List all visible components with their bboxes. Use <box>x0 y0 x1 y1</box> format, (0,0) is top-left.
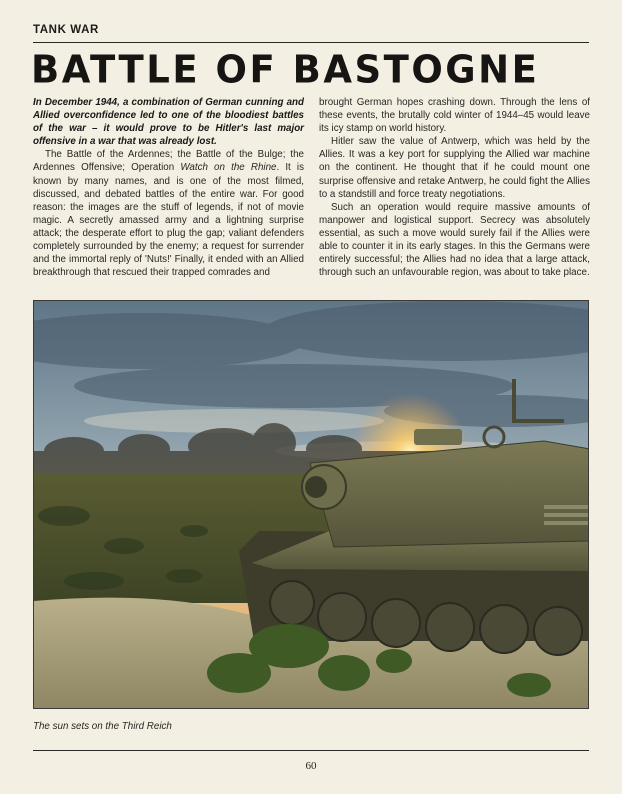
column-left <box>33 96 304 279</box>
lead-paragraph: In December 1944, a combination of German cunning and Allied overconfidence led to one of the bloodiest battles of the war – it would prove to be Hitler's last major offensive in a war that was already lost. <box>33 97 304 148</box>
photo-caption: The sun sets on the Third Reich <box>33 721 172 732</box>
header-rule <box>33 42 589 43</box>
body-paragraph-2: Hitler saw the value of Antwerp, which was held by the Allies. It was a key port for supplying the Allied war machine on the continent. He thought that if he could mount one surprise offensive and retake Antwerp, he could fight the Allies to a standstill and force treaty negotiations. <box>319 136 590 200</box>
body-paragraph-1-start: The Battle of the Ardennes; the Battle of the Bulge; the Ardennes Offensive; Operation <box>33 149 304 174</box>
body-paragraph-3: Such an operation would require massive amounts of manpower and logistical support. Secrecy was absolutely essential, as such a move would surely fail if the Allies were able to counter it in its early stages. In this the Germans were entirely successful; the Allies had no idea that a large attack, through such an unfavourable region, was about to take place. <box>319 201 590 279</box>
body-paragraph-1 <box>33 148 304 279</box>
photo-illustration <box>34 301 589 709</box>
section-label: TANK WAR <box>33 24 99 36</box>
column-right <box>319 96 590 279</box>
body-paragraph-1-end: . It is known by many names, and is one of the most filmed, discussed, and debated battles of the entire war. For good reason: the images are the stuff of legends, if not of movie magic. A secretly amassed army and a lightning surprise attack; the desperate effort to plug the gap; valiant defenders completely surrounded by the enemy; a request for surrender and the immortal reply of 'Nuts!' Finally, it ended with an Allied breakthrough that rescued their trapped comrades and <box>33 162 304 279</box>
article-body <box>33 96 590 279</box>
page-title: BATTLE OF BASTOGNE <box>31 47 540 92</box>
operation-name: Watch on the Rhine <box>180 162 277 174</box>
body-paragraph-continued: brought German hopes crashing down. Through the lens of these events, the brutally cold winter of 1944–45 would leave its icy stamp on world history. <box>319 97 590 135</box>
tank-diorama-photo <box>33 300 589 709</box>
footer-rule <box>33 750 589 751</box>
page-number: 60 <box>305 760 317 772</box>
